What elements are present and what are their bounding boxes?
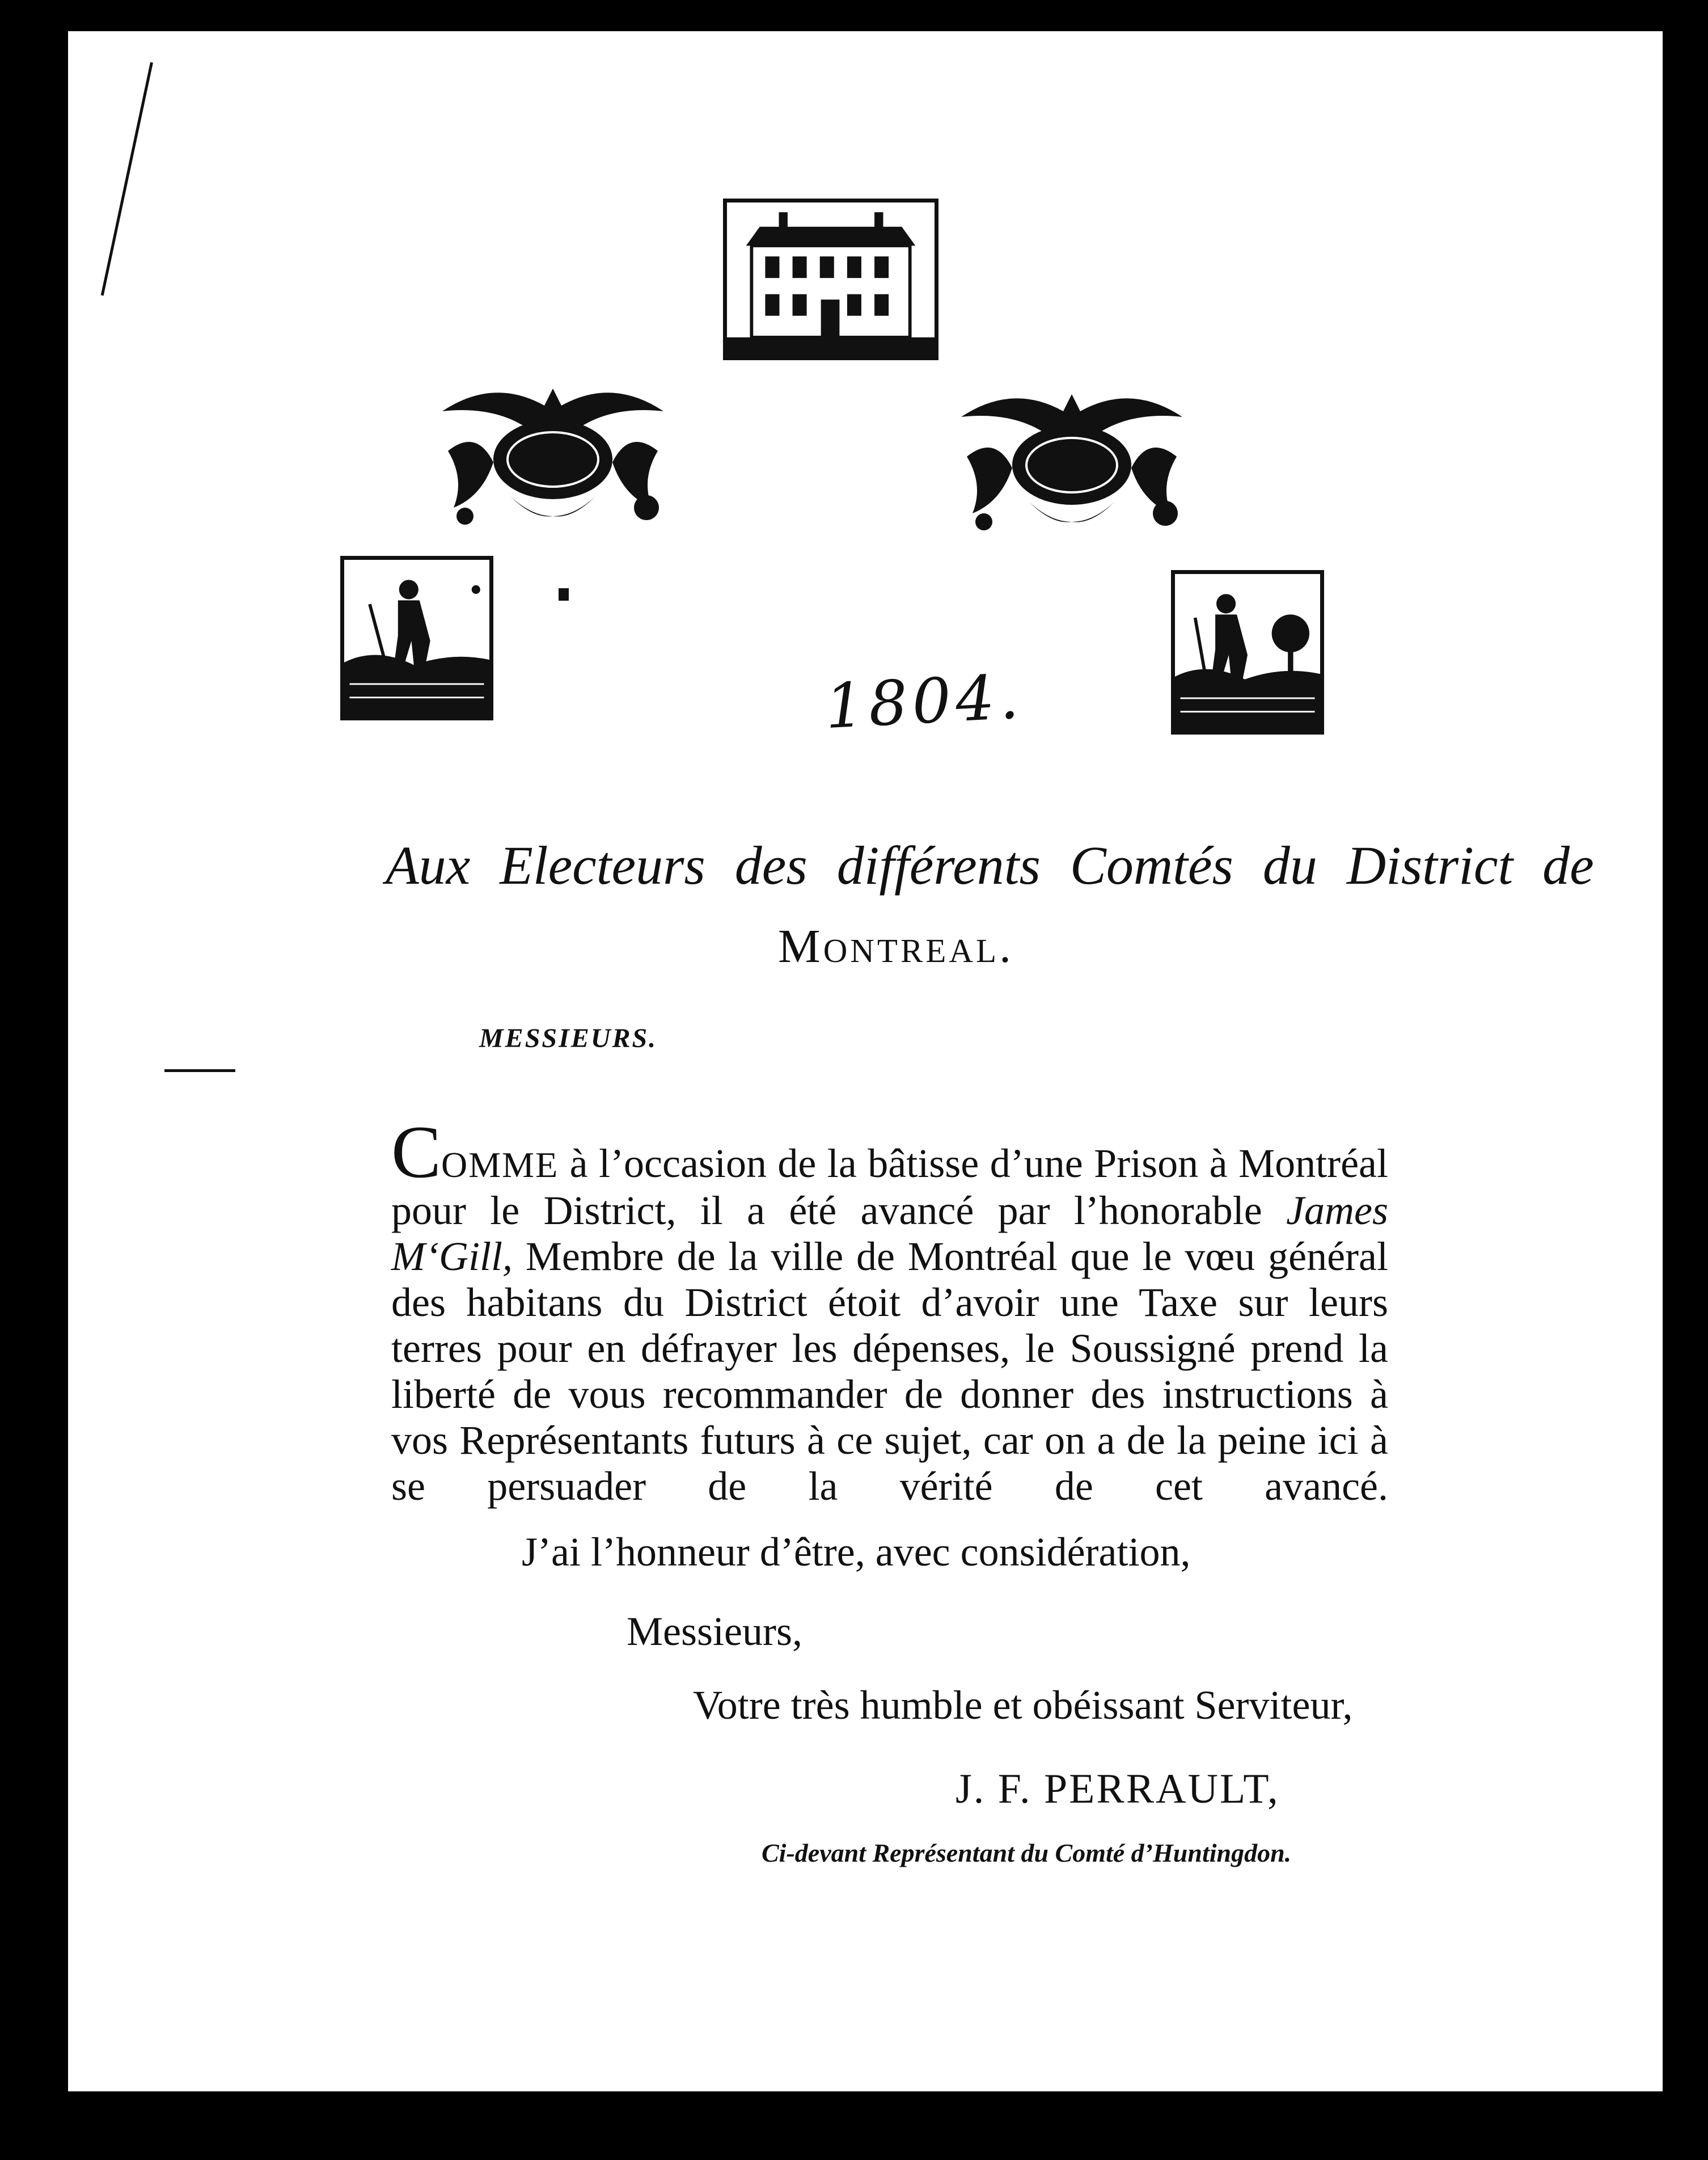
margin-dash-mark — [164, 1069, 235, 1072]
farmer-woodcut-icon-left — [340, 556, 493, 720]
lead-word: OMME — [441, 1145, 559, 1185]
drop-cap: C — [391, 1110, 442, 1193]
body-paragraph — [391, 1110, 1388, 1509]
signature-title: Ci-devant Représentant du Comté d’Huntingdon. — [762, 1838, 1292, 1867]
eagle-shield-ornament-icon-left — [431, 366, 675, 530]
margin-pen-stroke — [101, 62, 153, 296]
body-text-part1: à l’occasion de la bâtisse d’une Prison à Montréal pour le District, il a été avancé par l’honorable — [391, 1141, 1388, 1233]
person-name: James M‘Gill, — [391, 1188, 1388, 1279]
document-sheet — [68, 31, 1663, 2091]
handwritten-date: 1804. — [823, 661, 1025, 743]
salutation: MESSIEURS. — [479, 1023, 658, 1053]
eagle-shield-ornament-icon-right — [950, 372, 1194, 536]
farmer-woodcut-icon-right — [1171, 570, 1324, 735]
building-woodcut-icon — [723, 199, 938, 360]
closing-serviteur: Votre très humble et obéissant Serviteur, — [693, 1682, 1353, 1728]
address-line: Aux Electeurs des différents Comtés du District de — [386, 835, 1594, 896]
city-title — [68, 919, 1708, 974]
stray-ink-dot — [559, 588, 569, 601]
body-text-part2: Membre de la ville de Montréal que le vœu général des habitans du District étoit d’avoir une Taxe sur leurs terres pour en défrayer les dépenses, le Soussigné prend la liberté de vous recommander de donner des instructions à vos Représentants futurs à ce sujet, car on a de la peine ici à se persuader de la vérité de cet avancé. — [391, 1234, 1388, 1509]
signature-name: J. F. PERRAULT, — [956, 1766, 1280, 1812]
closing-honneur: J’ai l’honneur d’être, avec considération, — [522, 1529, 1191, 1575]
city-title-text: Montreal. — [778, 920, 1014, 973]
closing-messieurs: Messieurs, — [627, 1609, 802, 1654]
